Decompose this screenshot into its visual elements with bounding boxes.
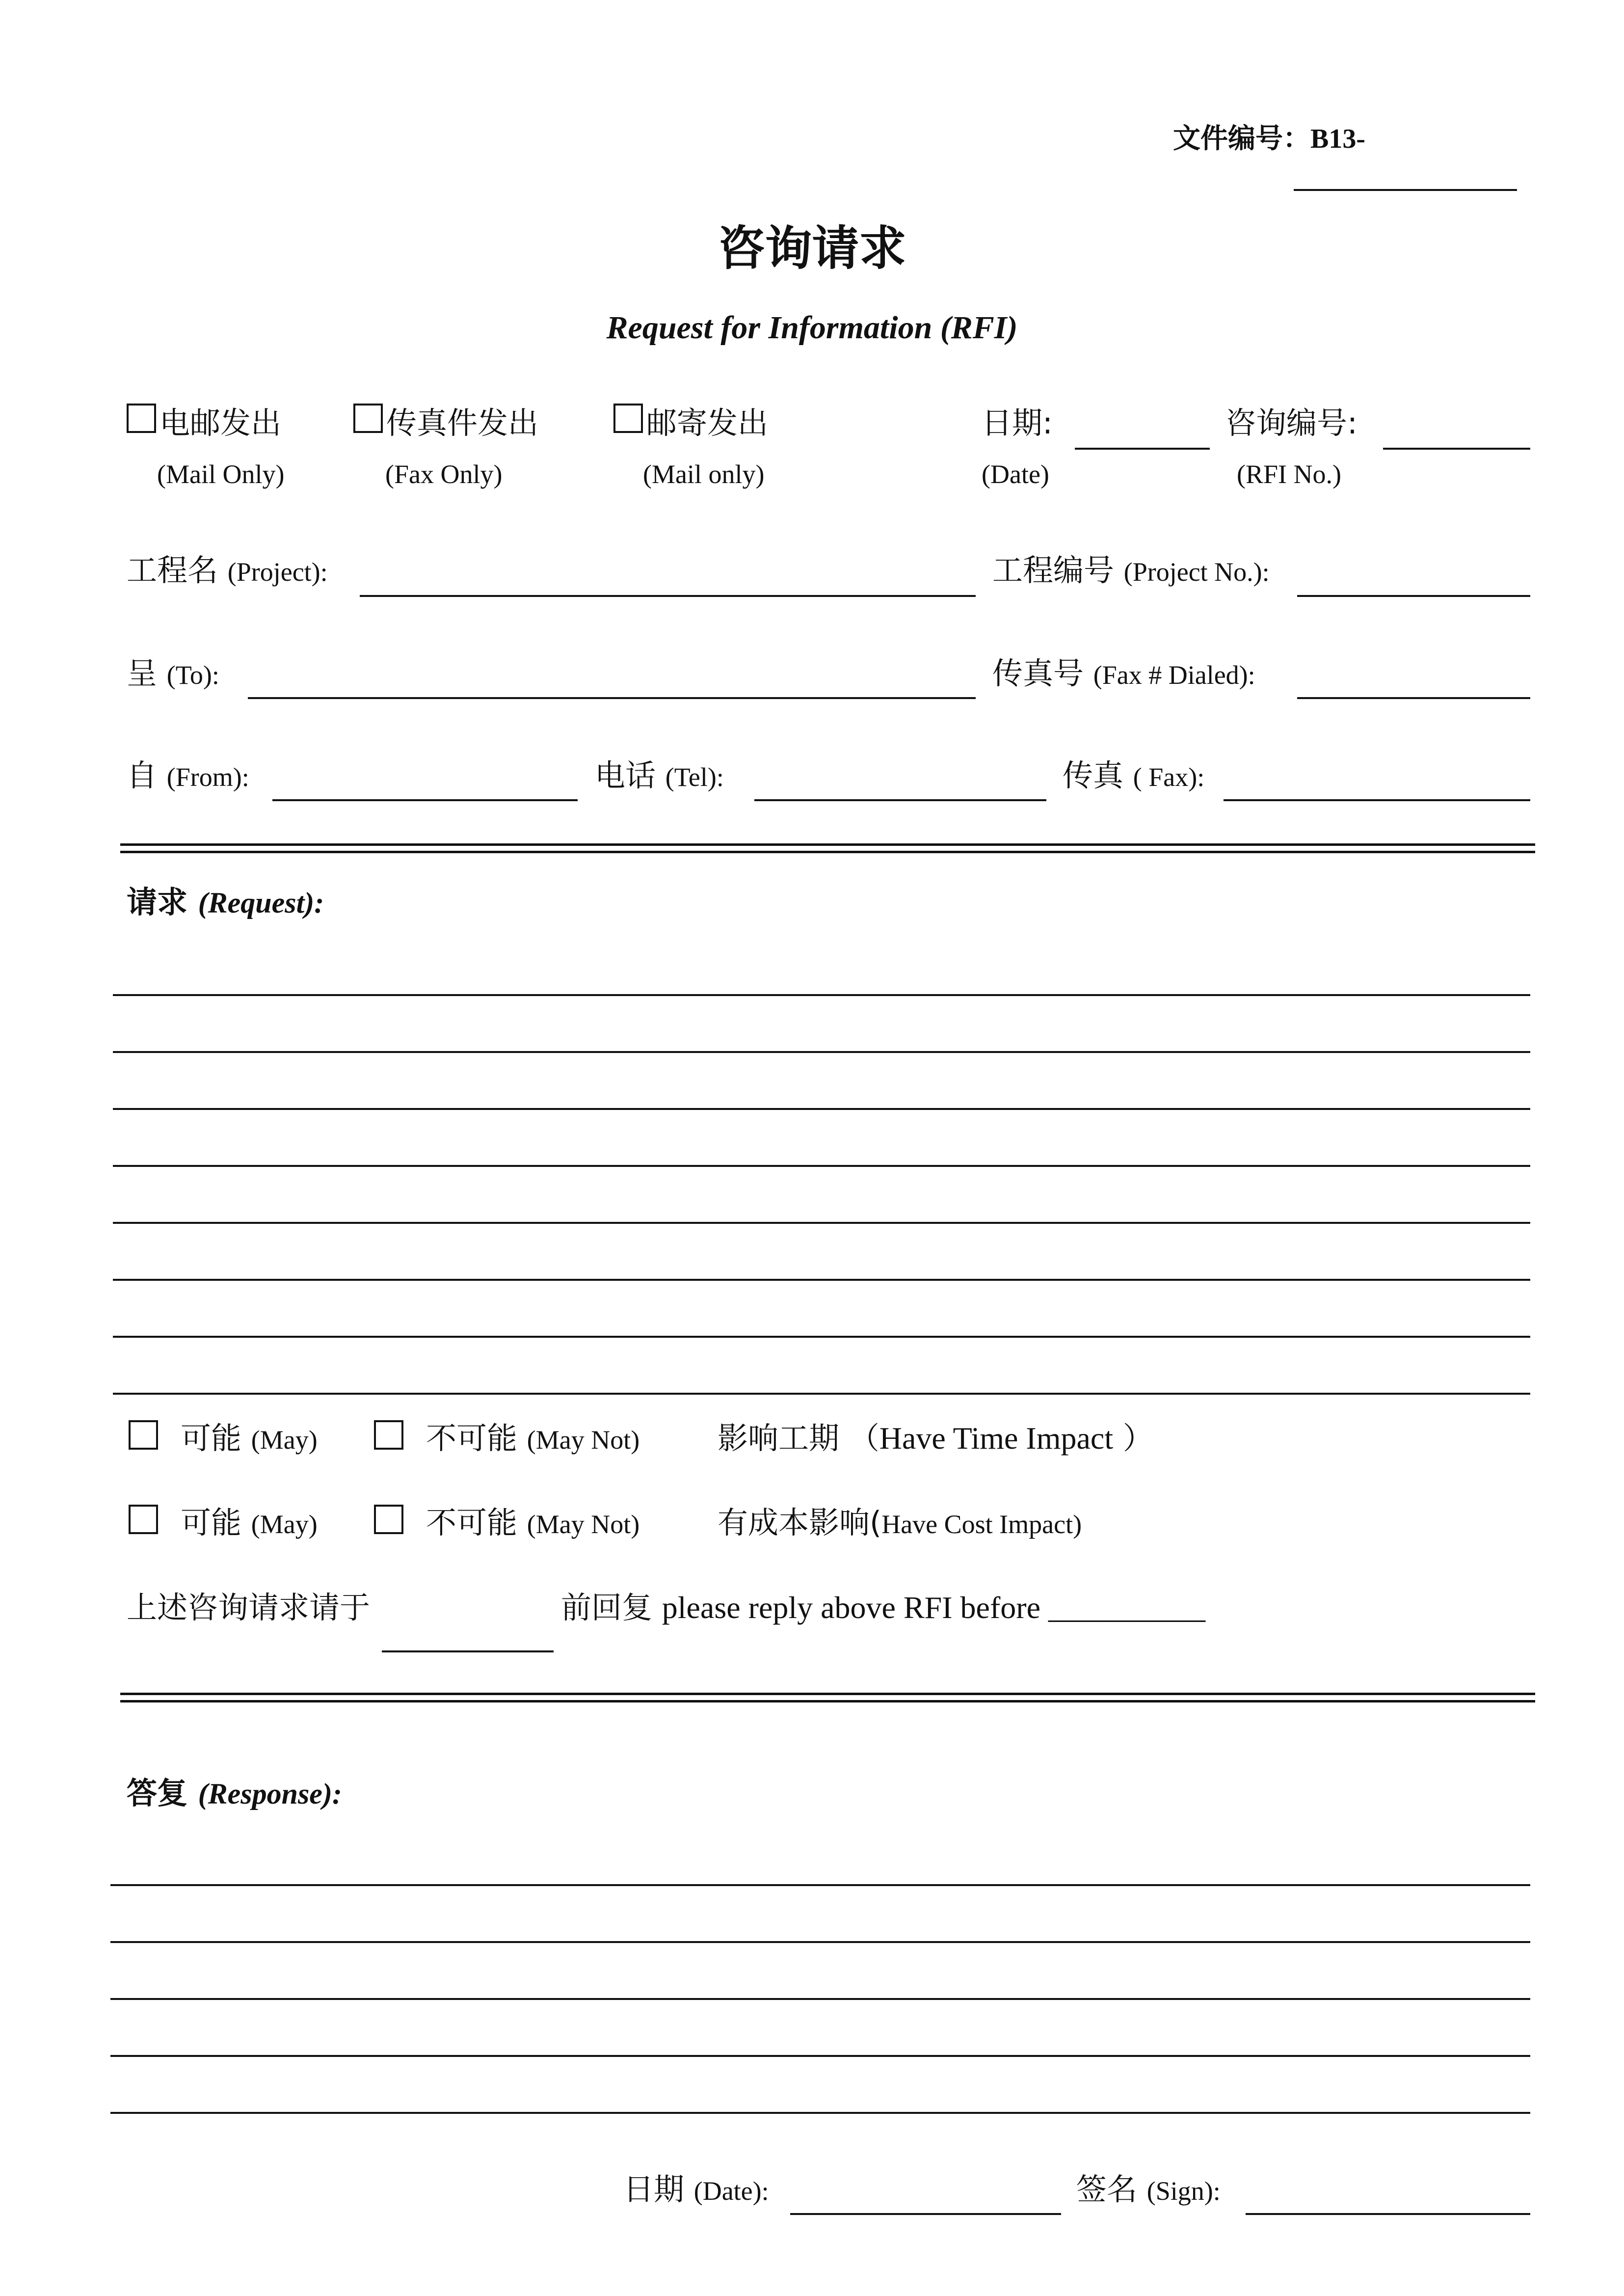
reply-before-text: 前回复 please reply above RFI before __________ <box>561 1590 1205 1625</box>
response-line[interactable] <box>110 1884 1530 1886</box>
rfi-no-en: (RFI No.) <box>1237 459 1341 489</box>
sign-field[interactable] <box>1246 2213 1530 2215</box>
request-line[interactable] <box>113 1222 1530 1224</box>
to-label: 呈 (To): <box>127 655 219 691</box>
cost-maynot-label: 不可能 (May Not) <box>426 1505 640 1540</box>
time-may-label: 可能 (May) <box>181 1420 318 1456</box>
time-may-checkbox[interactable] <box>129 1420 158 1450</box>
post-en: (Mail only) <box>643 459 765 489</box>
cost-may-checkbox[interactable] <box>129 1505 158 1534</box>
fax-only-en: (Fax Only) <box>385 459 503 489</box>
mail-only-en: (Mail Only) <box>157 459 285 489</box>
time-impact-label: 影响工期 （Have Time Impact ） <box>718 1420 1153 1456</box>
post-label: 邮寄发出 <box>646 405 769 441</box>
fax-only-label: 传真件发出 <box>386 405 539 441</box>
request-line[interactable] <box>113 994 1530 996</box>
cost-may-label: 可能 (May) <box>181 1505 318 1540</box>
sign-label: 签名 (Sign): <box>1076 2171 1221 2207</box>
post-checkbox[interactable] <box>613 404 643 433</box>
section-divider <box>120 1693 1535 1702</box>
response-line[interactable] <box>110 2112 1530 2114</box>
section-divider <box>120 843 1535 853</box>
mail-only-label: 电邮发出 <box>160 405 282 441</box>
request-line[interactable] <box>113 1336 1530 1338</box>
request-line[interactable] <box>113 1051 1530 1053</box>
rfi-no-field[interactable] <box>1383 448 1530 450</box>
response-line[interactable] <box>110 2055 1530 2057</box>
response-line[interactable] <box>110 1998 1530 2000</box>
project-no-label: 工程编号 (Project No.): <box>992 552 1270 588</box>
fax-field[interactable] <box>1224 799 1530 801</box>
project-field[interactable] <box>360 595 976 597</box>
reply-before-label: 上述咨询请求请于 <box>127 1590 371 1625</box>
fax-dialed-label: 传真号 (Fax # Dialed): <box>992 655 1255 691</box>
page-title: 咨询请求 <box>718 221 906 276</box>
request-heading: 请求 (Request): <box>127 884 324 920</box>
cost-impact-label: 有成本影响(Have Cost Impact) <box>718 1505 1082 1540</box>
rfi-no-label: 咨询编号: <box>1225 405 1358 441</box>
tel-label: 电话 (Tel): <box>595 757 724 793</box>
date-field[interactable] <box>1075 448 1210 450</box>
project-no-field[interactable] <box>1297 595 1530 597</box>
tel-field[interactable] <box>754 799 1046 801</box>
request-line[interactable] <box>113 1279 1530 1281</box>
doc-number-label: 文件编号：B13- <box>1173 124 1365 154</box>
project-label: 工程名 (Project): <box>127 552 328 588</box>
page-subtitle: Request for Information (RFI) <box>606 310 1018 346</box>
time-maynot-label: 不可能 (May Not) <box>426 1420 640 1456</box>
from-field[interactable] <box>272 799 578 801</box>
sign-date-field[interactable] <box>790 2213 1061 2215</box>
fax-dialed-field[interactable] <box>1297 697 1530 699</box>
fax-label: 传真 ( Fax): <box>1063 757 1205 793</box>
request-line[interactable] <box>113 1165 1530 1167</box>
request-line[interactable] <box>113 1108 1530 1110</box>
reply-before-field[interactable] <box>382 1650 554 1652</box>
fax-only-checkbox[interactable] <box>353 404 383 433</box>
response-line[interactable] <box>110 1941 1530 1943</box>
mail-only-checkbox[interactable] <box>127 404 156 433</box>
cost-maynot-checkbox[interactable] <box>374 1505 403 1534</box>
from-label: 自 (From): <box>127 757 249 793</box>
date-en: (Date) <box>982 459 1049 489</box>
doc-number-field[interactable] <box>1294 189 1517 191</box>
request-line[interactable] <box>113 1393 1530 1395</box>
time-maynot-checkbox[interactable] <box>374 1420 403 1450</box>
sign-date-label: 日期 (Date): <box>623 2171 769 2207</box>
date-label: 日期: <box>982 405 1053 441</box>
to-field[interactable] <box>248 697 976 699</box>
response-heading: 答复 (Response): <box>127 1775 342 1811</box>
